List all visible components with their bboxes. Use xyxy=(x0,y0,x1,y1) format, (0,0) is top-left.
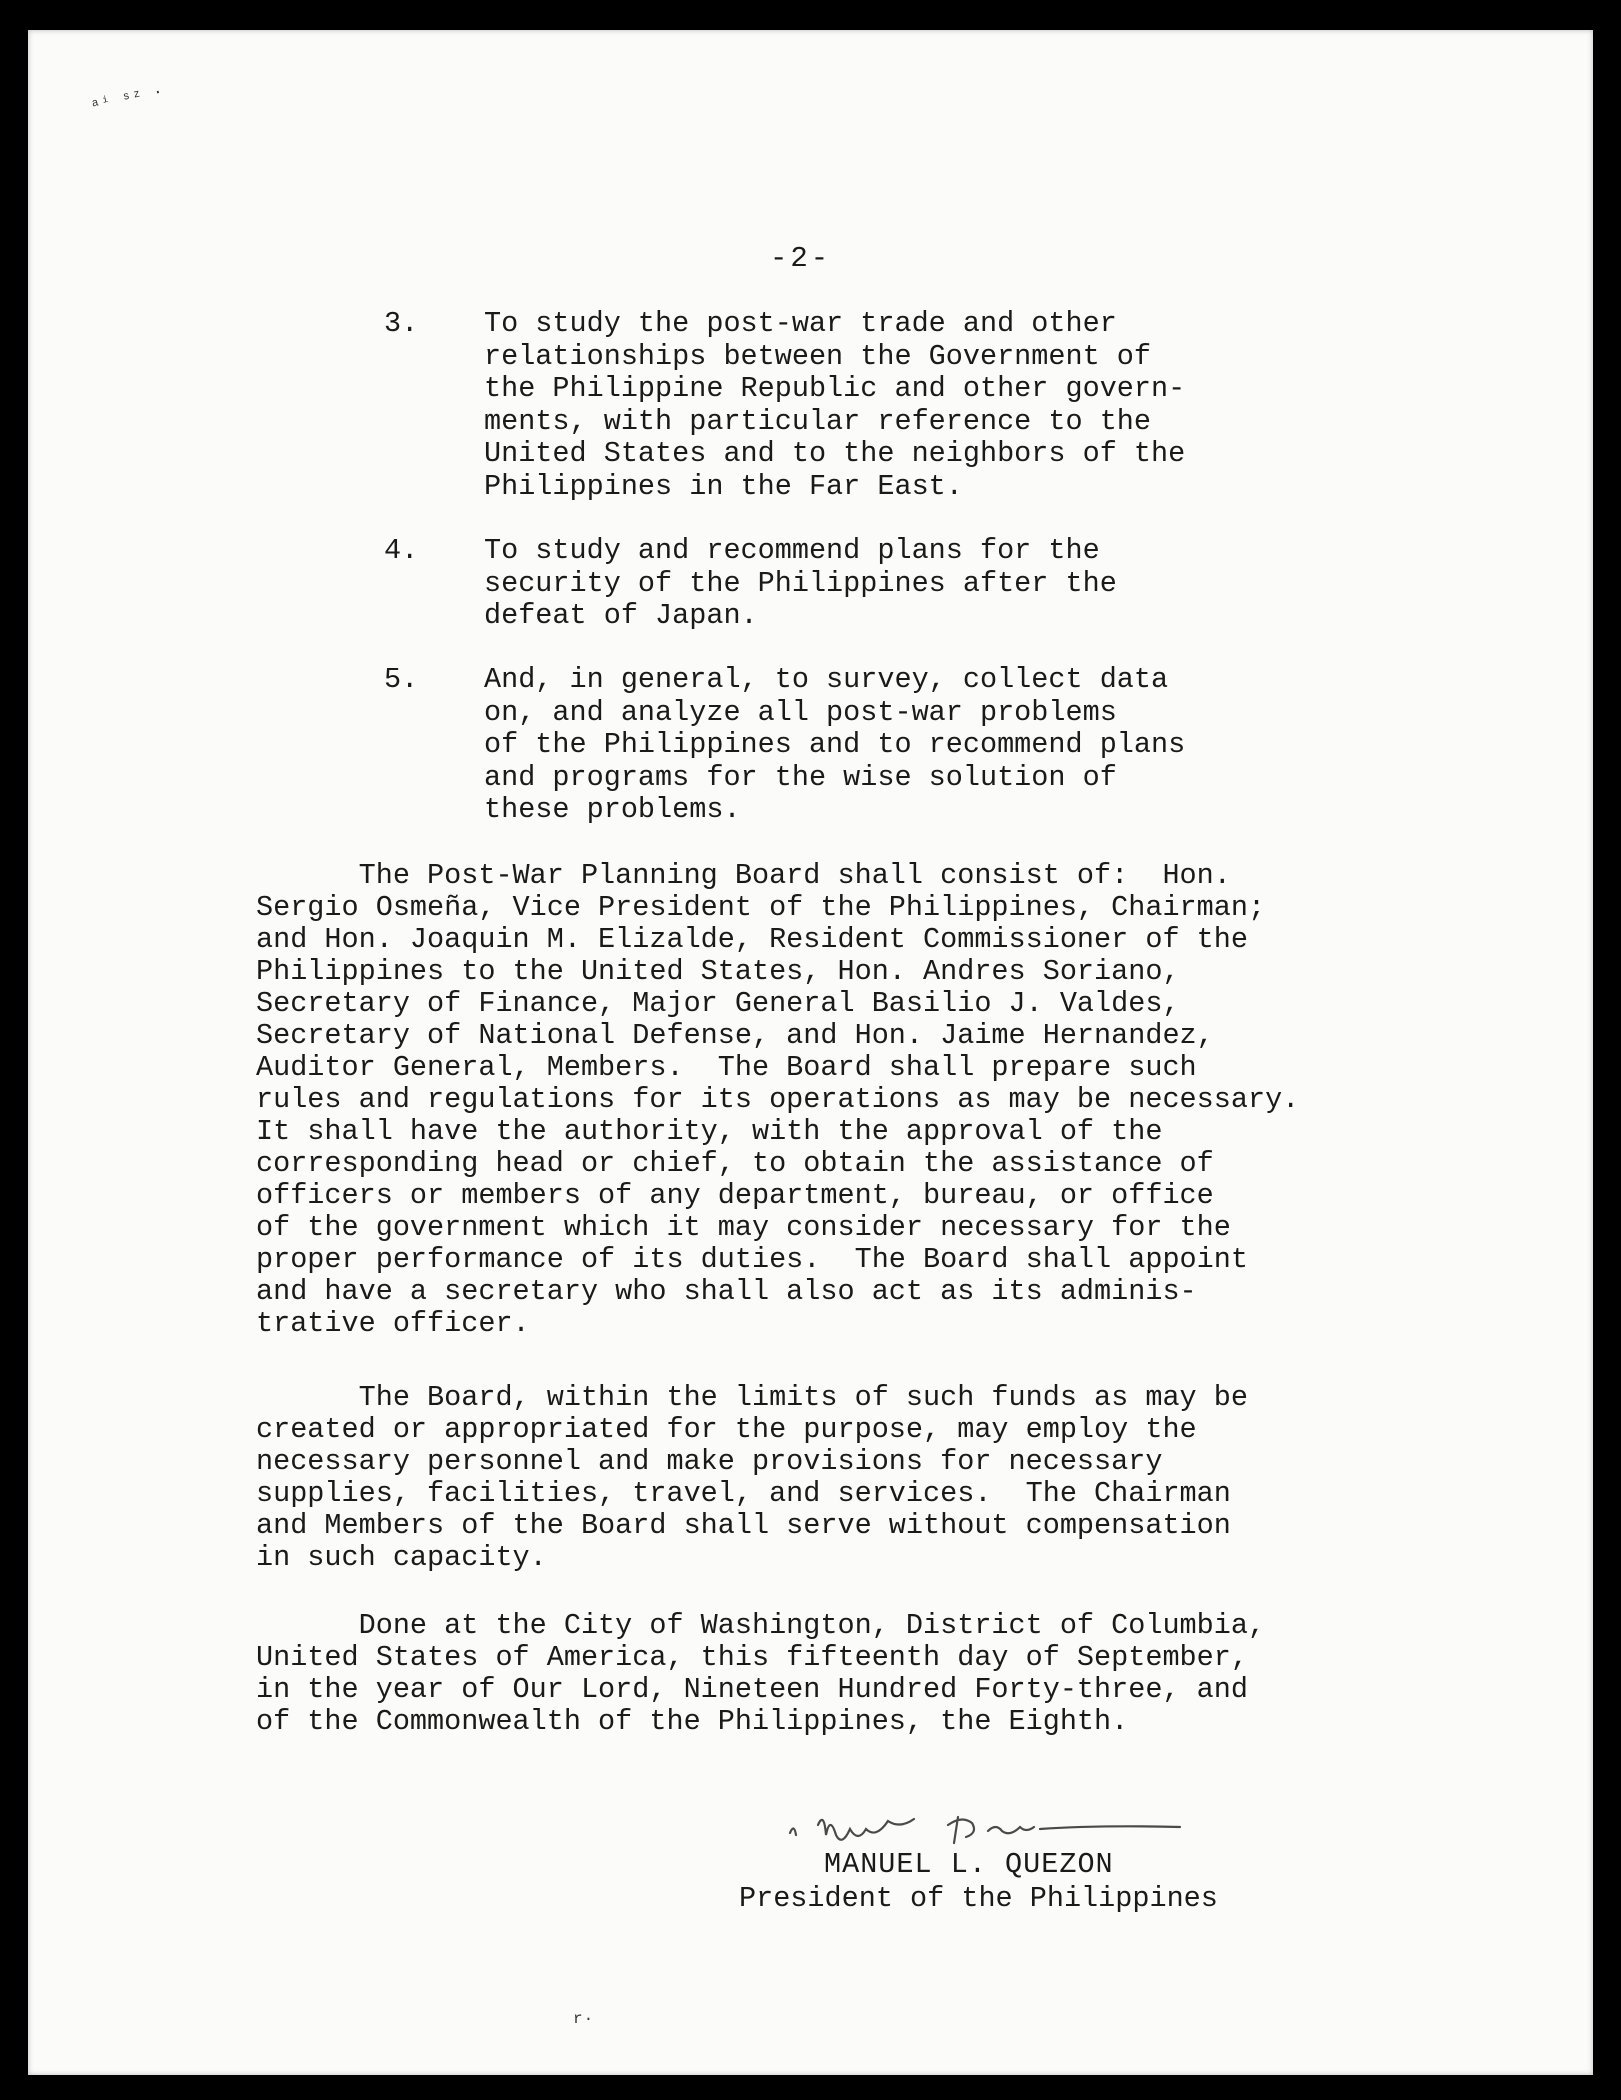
page-number: -2- xyxy=(770,242,832,275)
item-text xyxy=(484,308,1364,503)
board-composition-paragraph xyxy=(256,860,1496,1340)
item-line: United States and to the neighbors of the xyxy=(484,437,1186,470)
paragraph-line: trative officer. xyxy=(256,1307,530,1340)
paragraph-line: and Members of the Board shall serve without compensation xyxy=(256,1509,1231,1542)
paragraph-line: Secretary of Finance, Major General Basilio J. Valdes, xyxy=(256,987,1180,1020)
board-funding-paragraph xyxy=(256,1382,1496,1574)
paragraph-line: and have a secretary who shall also act as its adminis- xyxy=(256,1275,1197,1308)
paragraph-line: of the government which it may consider necessary for the xyxy=(256,1211,1231,1244)
item-line: Philippines in the Far East. xyxy=(484,469,963,503)
item-line: the Philippine Republic and other govern- xyxy=(484,372,1186,405)
item-line: defeat of Japan. xyxy=(484,599,758,632)
paragraph-line: Done at the City of Washington, District of Columbia, xyxy=(256,1609,1266,1642)
paragraph-line: corresponding head or chief, to obtain the assistance of xyxy=(256,1147,1214,1180)
item-line: relationships between the Government of xyxy=(484,339,1152,373)
top-left-marginalia: ᵃⁱ ˢᶻ · xyxy=(89,82,166,116)
signatory-name: MANUEL L. QUEZON xyxy=(824,1848,1114,1881)
item-line: security of the Philippines after the xyxy=(484,566,1117,600)
paragraph-line: officers or members of any department, bureau, or office xyxy=(256,1179,1214,1212)
item-line: these problems. xyxy=(484,793,741,826)
document-page xyxy=(28,30,1593,2075)
bottom-marginalia: r· xyxy=(573,2010,595,2028)
paragraph-line: and Hon. Joaquin M. Elizalde, Resident Commissioner of the xyxy=(256,923,1248,956)
paragraph-line: Secretary of National Defense, and Hon. Jaime Hernandez, xyxy=(256,1019,1214,1052)
item-line: And, in general, to survey, collect data xyxy=(484,663,1169,696)
item-line: To study the post-war trade and other xyxy=(484,307,1117,340)
paragraph-line: Auditor General, Members. The Board shall prepare such xyxy=(256,1051,1197,1084)
item-number: 3. xyxy=(384,307,419,340)
paragraph-line: United States of America, this fifteenth day of September, xyxy=(256,1641,1248,1674)
paragraph-line: of the Commonwealth of the Philippines, the Eighth. xyxy=(256,1705,1129,1738)
item-line: To study and recommend plans for the xyxy=(484,534,1100,567)
item-number: 5. xyxy=(384,663,419,696)
paragraph-line: The Post-War Planning Board shall consist of: Hon. xyxy=(256,859,1231,892)
paragraph-line: It shall have the authority, with the approval of the xyxy=(256,1115,1163,1148)
paragraph-line: proper performance of its duties. The Board shall appoint xyxy=(256,1243,1248,1276)
paragraph-line: in such capacity. xyxy=(256,1541,547,1574)
item-line: on, and analyze all post-war problems xyxy=(484,695,1117,729)
item-number: 4. xyxy=(384,534,419,567)
paragraph-line: The Board, within the limits of such funds as may be xyxy=(256,1381,1248,1414)
paragraph-line: rules and regulations for its operations as may be necessary. xyxy=(256,1083,1300,1116)
paragraph-line: in the year of Our Lord, Nineteen Hundred Forty-three, and xyxy=(256,1673,1248,1706)
item-line: of the Philippines and to recommend plans xyxy=(484,728,1186,761)
paragraph-line: necessary personnel and make provisions for necessary xyxy=(256,1445,1163,1478)
item-line: and programs for the wise solution of xyxy=(484,760,1117,794)
signatory-title: President of the Philippines xyxy=(739,1882,1218,1915)
paragraph-line: Philippines to the United States, Hon. Andres Soriano, xyxy=(256,955,1180,988)
done-at-paragraph xyxy=(256,1610,1496,1738)
item-text xyxy=(484,664,1364,827)
item-line: ments, with particular reference to the xyxy=(484,404,1152,438)
paragraph-line: Sergio Osmeña, Vice President of the Philippines, Chairman; xyxy=(256,891,1266,924)
paragraph-line: supplies, facilities, travel, and services. The Chairman xyxy=(256,1477,1231,1510)
paragraph-line: created or appropriated for the purpose, may employ the xyxy=(256,1413,1197,1446)
item-text xyxy=(484,535,1364,633)
